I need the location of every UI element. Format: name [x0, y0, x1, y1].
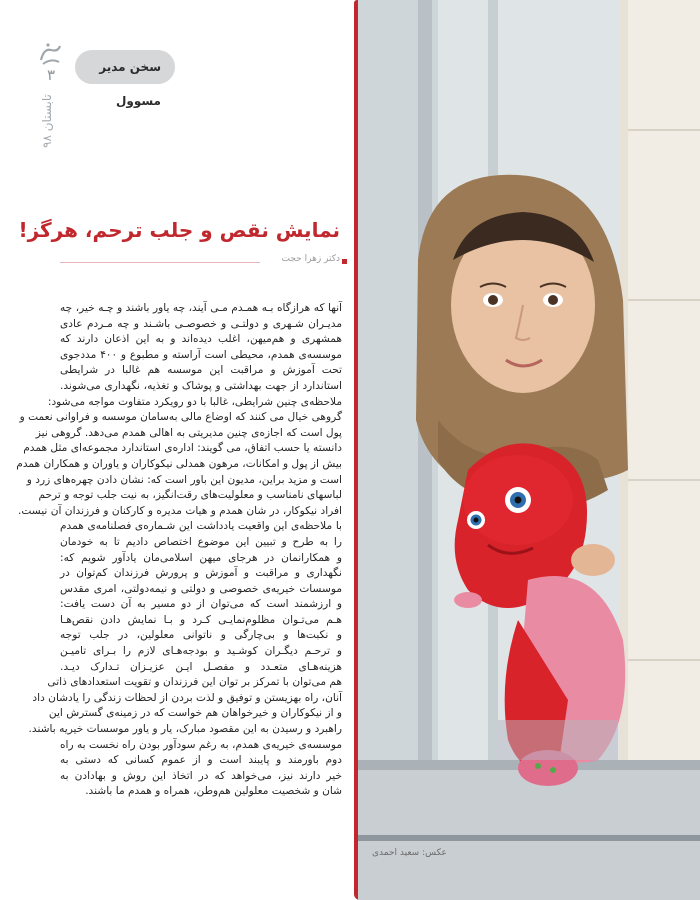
- body-line: موسسه‌ی خیریه‌ی همدم، به رغم سود‌آور بودن راه نخست به راه: [60, 738, 342, 751]
- body-line: دانسته یا حسب اتفاق، می گویند: اداره‌ی استاندارد مجموعه‌ای مثل همدم: [23, 442, 342, 455]
- body-line: و از نیکوکاران و خیرخواهان هم خواست که در زمینه‌ی گسترش این: [48, 707, 342, 720]
- body-line: موسسات خیریه‌ی خصوصی و دولتی و نیمه‌دولتی، امری مقدس: [60, 582, 342, 595]
- body-line: با ملاحظه‌ی این واقعیت یادداشت این شـماره‌ی فصلنامه‌ی همدم: [60, 520, 342, 533]
- body-line: شان و شخصیت معلولین هم‌وطن، همراه و همدم ما باشند.: [85, 785, 342, 798]
- body-line: تحت آموزش و مراقبت این موسسه هم غالبا در شرایطی: [60, 364, 342, 377]
- photo-credit: عکس: سعید احمدی: [372, 848, 447, 858]
- body-line: همشهری و هم‌میهن، اغلب دیده‌اند و به این اذعان دارند که: [60, 333, 342, 346]
- article-body: [16, 302, 342, 801]
- issue-label: تابستان ۹۸: [40, 94, 54, 148]
- body-line: گروهی خیال می کنند که اوضاع مالی به‌سامان موسسه و فراوانی نعمت و: [19, 411, 342, 424]
- body-line: و ترحـم دیگـران کوشـید و بودجه‌هـای لازم را بـرای تامیـن: [60, 645, 342, 658]
- article-title: نمایش نقص و جلب ترحم، هرگز!: [18, 218, 340, 242]
- author-byline: دکتر زهرا حجت: [281, 254, 340, 264]
- body-line: پول است که اجازه‌ی چنین مدیریتی به اهالی همدم می‌دهد. گروهی نیز: [35, 426, 342, 439]
- body-line: استاندارد از جهت بهداشتی و پوشاک و تغذیه، نگهداری می‌شوند.: [60, 379, 342, 392]
- byline-bullet: [342, 259, 347, 264]
- body-line: موسسه‌ی همدم، محیطی است آراسته و مطبوع و ۴۰۰ مددجوی: [60, 348, 342, 361]
- body-line: نگهداری و مراقبت و آموزش و پرورش فرزندان کم‌توان در: [60, 567, 342, 580]
- body-line: را به طرح و تبیین این موضوع اختصاص دادیم تا به خودمان: [60, 535, 342, 548]
- body-line: آنها که هرازگاه بـه همـدم مـی آیند، چه یاور باشند و چـه خیر، چه: [60, 302, 342, 314]
- body-line: و ارزشمند است که می‌توان از دو مسیر به آن دست یافت:: [60, 598, 342, 611]
- byline-row: [60, 254, 340, 270]
- body-line: ملاحظه‌ی چنین شرایطی، غالبا با دو رویکرد متفاوت مواجه می‌شود:: [47, 395, 342, 408]
- body-line: بیش از پول و امکانات، مرهون همدلی نیکوکاران و یاوران و همکاران همدم: [16, 457, 342, 470]
- photo-illustration: [358, 0, 700, 900]
- article-photo: [358, 0, 700, 900]
- body-line: است و مزید براین، مدیون این باور است که: نشان دادن چهره‌های زرد و: [26, 473, 342, 486]
- body-line: هزینه‌هـای متعـدد و مفصـل ایـن عزیـزان تـدارک دیـد.: [60, 660, 342, 673]
- byline-rule: [60, 262, 260, 263]
- body-line: مدیـران شـهری و دولتـی و خصوصـی باشـند و چه مـردم عادی: [60, 317, 342, 330]
- body-line: و همکارانمان در هرجای میهن اسلامی‌مان یادآور شویم که:: [60, 551, 342, 564]
- body-line: دوم باورمند و پایبند است و از عموم کسانی که دستی به: [60, 754, 342, 767]
- body-line: هم می‌توان با تمرکز بر توان این فرزندان و تقویت استعدادهای ذاتی: [47, 676, 342, 689]
- body-line: آنان، راه بهزیستن و توفیق و لذت بردن از لحظات زندگی را یادشان داد: [32, 691, 342, 704]
- page-number: ۳: [46, 66, 56, 84]
- body-line: خیر دارند نیز، می‌خواهد که در اتخاذ این روش و بهادادن به: [60, 769, 342, 782]
- body-line: و نکبت‌ها و بی‌چارگی و ناتوانی معلولین، در جلب توجه: [60, 629, 342, 642]
- body-line: راهبرد و رسیدن به این مقصود مبارک، یار و یاور موسسات خیریه باشند.: [28, 723, 342, 736]
- body-line: افراد نیکوکار، در شان همدم و هیات مدیره و کارکنان و فرزندان آن نیست.: [17, 504, 342, 517]
- section-tab: سخن مدیر مسوول: [75, 50, 175, 84]
- body-line: لباسهای نامناسب و معلولیت‌های رقت‌انگیز، به نیت جلب توجه و ترحم: [38, 489, 342, 502]
- body-line: هـم می‌تـوان مظلوم‌نمایـی کـرد و بـا نمایش دادن نقص‌هـا: [60, 613, 342, 626]
